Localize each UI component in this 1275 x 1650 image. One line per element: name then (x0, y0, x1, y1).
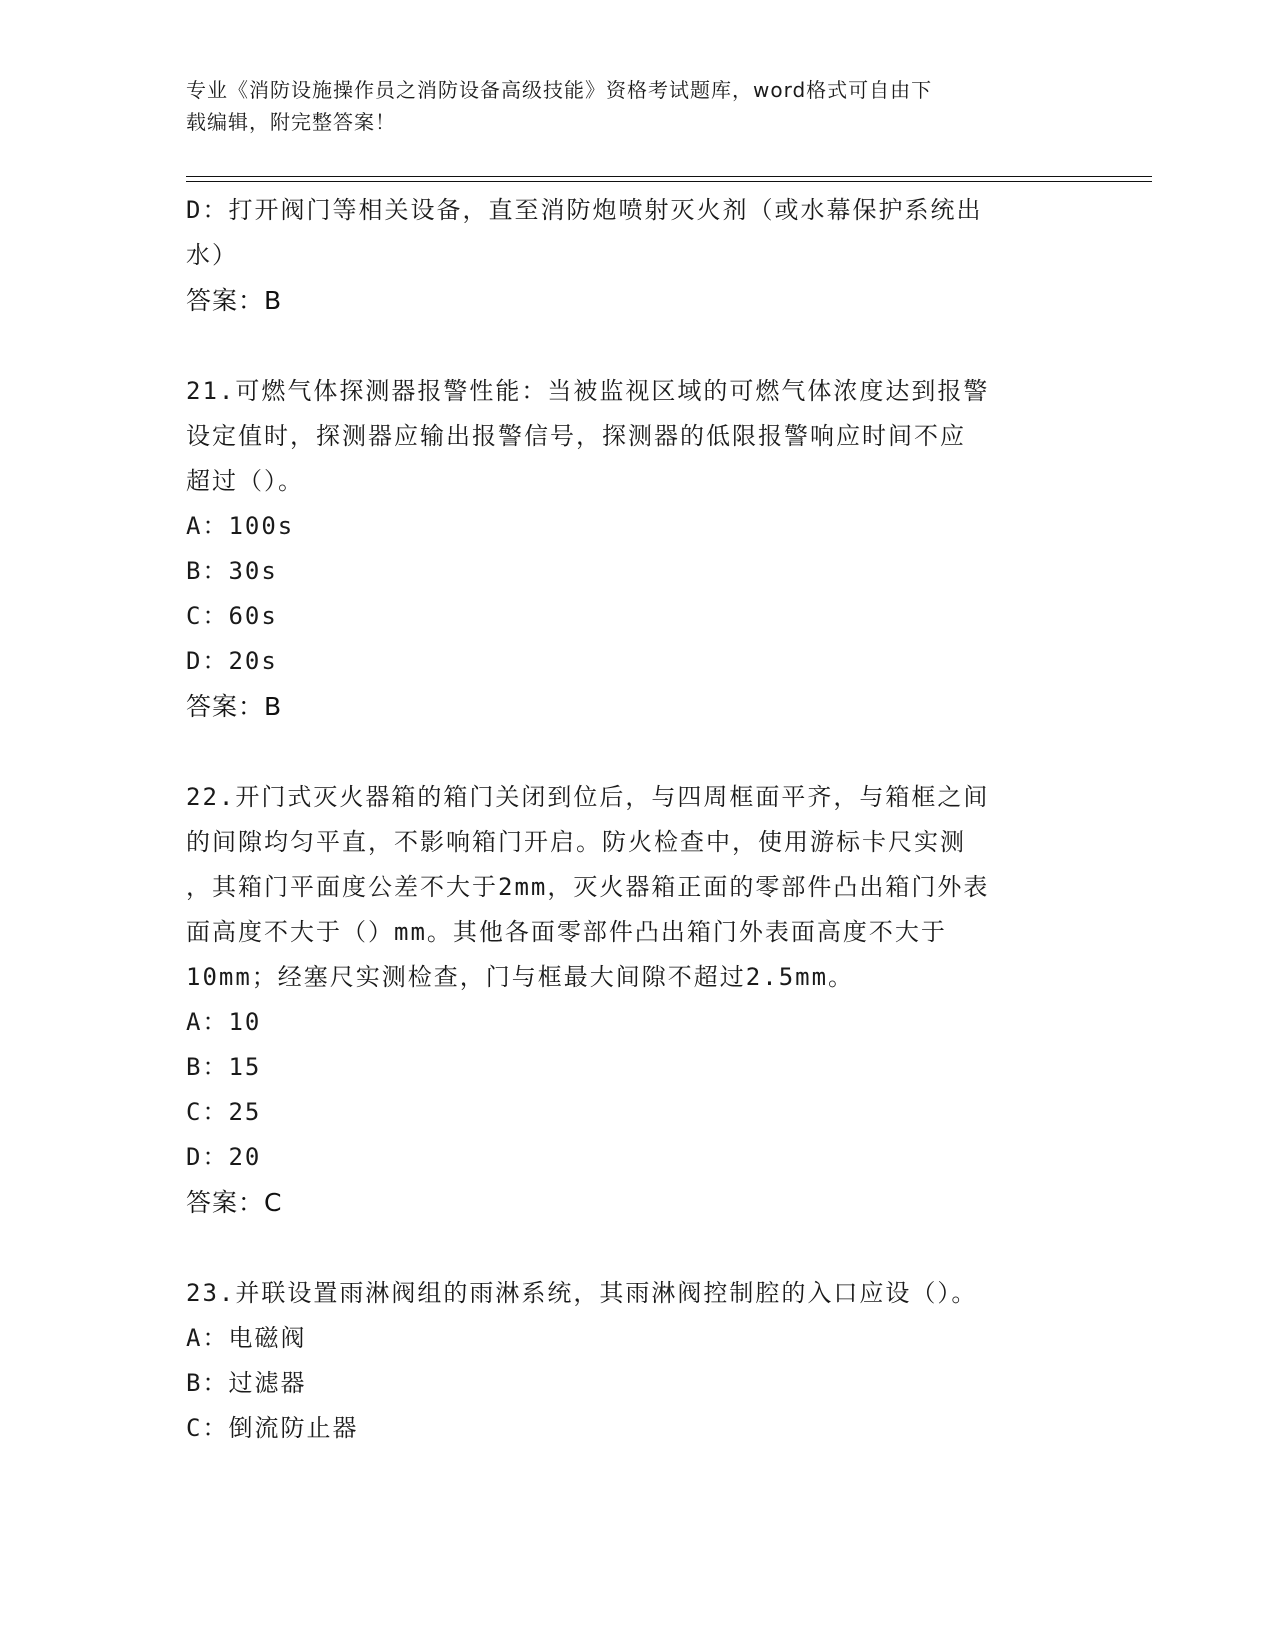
option-c: C：倒流防止器 (186, 1414, 359, 1442)
header-line-1: 专业《消防设施操作员之消防设备高级技能》资格考试题库，word格式可自由下 (186, 78, 933, 102)
option-b: B：15 (186, 1053, 262, 1081)
spacer (186, 729, 1086, 775)
question-20-tail (186, 188, 1086, 323)
question-text: 设定值时，探测器应输出报警信号，探测器的低限报警响应时间不应 (186, 422, 966, 450)
question-text: 超过（）。 (186, 467, 304, 495)
question-text: 面高度不大于（）mm。其他各面零部件凸出箱门外表面高度不大于 (186, 918, 947, 946)
option-d: D：20 (186, 1143, 262, 1171)
question-text: 10mm；经塞尺实测检查，门与框最大间隙不超过2.5mm。 (186, 963, 855, 991)
option-a: A：100s (186, 512, 295, 540)
question-text: 21.可燃气体探测器报警性能：当被监视区域的可燃气体浓度达到报警 (186, 377, 990, 405)
spacer (186, 1225, 1086, 1271)
answer: 答案：C (186, 1188, 283, 1217)
question-23 (186, 1271, 1086, 1451)
option-a: A：电磁阀 (186, 1324, 307, 1352)
option-d: D：打开阀门等相关设备，直至消防炮喷射灭火剂（或水幕保护系统出 (186, 196, 983, 224)
option-b: B：30s (186, 557, 278, 585)
answer: 答案：B (186, 286, 283, 315)
option-c: C：25 (186, 1098, 262, 1126)
question-text: 的间隙均匀平直，不影响箱门开启。防火检查中，使用游标卡尺实测 (186, 828, 966, 856)
header-line-2: 载编辑，附完整答案！ (186, 110, 396, 134)
question-text: 22.开门式灭火器箱的箱门关闭到位后，与四周框面平齐，与箱框之间 (186, 783, 990, 811)
page-header (186, 74, 1066, 138)
option-a: A：10 (186, 1008, 262, 1036)
option-d-cont: 水） (186, 241, 238, 269)
option-b: B：过滤器 (186, 1369, 307, 1397)
question-22 (186, 775, 1086, 1225)
question-text: ，其箱门平面度公差不大于2mm，灭火器箱正面的零部件凸出箱门外表 (186, 873, 990, 901)
question-text: 23.并联设置雨淋阀组的雨淋系统，其雨淋阀控制腔的入口应设（）。 (186, 1279, 978, 1307)
option-c: C：60s (186, 602, 278, 630)
answer: 答案：B (186, 692, 283, 721)
question-list (186, 188, 1086, 1451)
question-21 (186, 369, 1086, 729)
spacer (186, 323, 1086, 369)
header-rule-bottom (186, 181, 1152, 182)
header-rule-top (186, 176, 1152, 177)
option-d: D：20s (186, 647, 278, 675)
